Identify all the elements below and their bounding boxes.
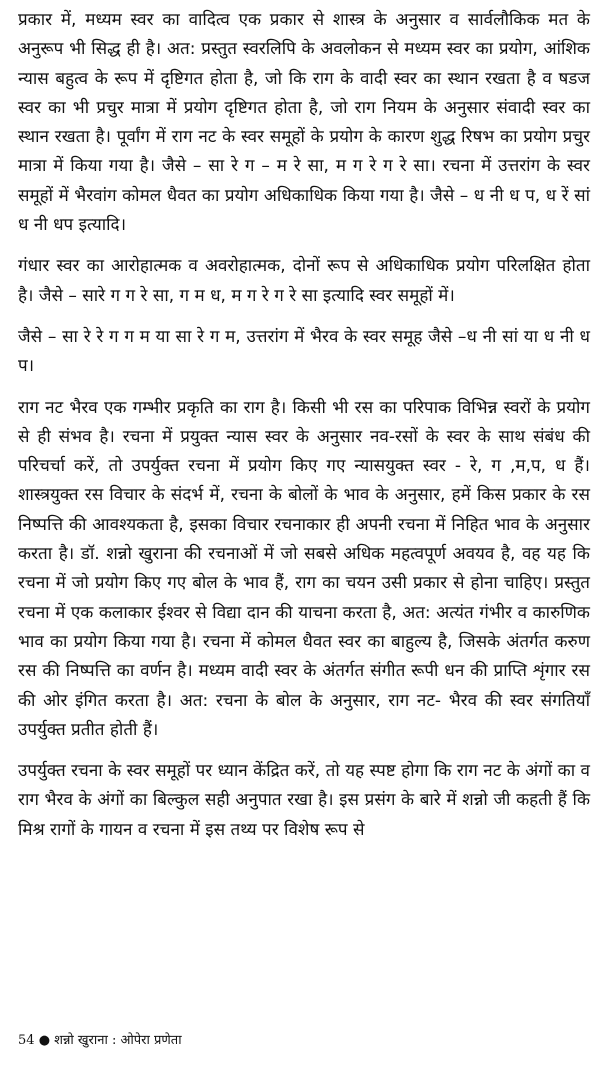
footer-separator: :: [111, 1033, 117, 1048]
paragraph-gap: [18, 240, 590, 252]
footer-author: शन्नो खुराना: [54, 1033, 108, 1048]
paragraph-gap: [18, 745, 590, 757]
page-number: 54: [18, 1033, 35, 1048]
paragraph-gap: [18, 311, 590, 323]
paragraph-1: प्रकार में, मध्यम स्वर का वादित्व एक प्रकार से शास्त्र के अनुसार व सार्वलौकिक मत के अनुरूप भी सिद्ध ही है। अत: प्रस्तुत स्वरलिपि के अवलोकन से मध्यम स्वर का प्रयोग, आंशिक न्यास बहुत्व के रूप में दृष्टिगत होता है, जो कि राग के वादी स्वर का स्थान रखता है व षडज स्वर का भी प्रचुर मात्रा में प्रयोग दृष्टिगत होता है, जो राग नियम के अनुसार संवादी स्वर का स्थान रखता है। पूर्वांग में राग नट के स्वर समूहों के प्रयोग के कारण शुद्ध रिषभ का प्रयोग प्रचुर मात्रा में किया गया है। जैसे – सा रे ग – म रे सा, म ग रे ग रे सा। रचना में उत्तरांग के स्वर समूहों में भैरवांग कोमल धैवत का प्रयोग अधिकाधिक किया गया है। जैसे – ध नी ध प, ध रें सां ध नी धप इत्यादि।: [18, 10, 590, 236]
bullet-icon: ●: [38, 1033, 51, 1048]
paragraph-2: गंधार स्वर का आरोहात्मक व अवरोहात्मक, दोनों रूप से अधिकाधिक प्रयोग परिलक्षित होता है। जैसे – सारे ग ग रे सा, ग म ध, म ग रे ग रे सा इत्यादि स्वर समूहों में।: [18, 256, 590, 306]
paragraph-3: जैसे – सा रे रे ग ग म या सा रे ग म, उत्तरांग में भैरव के स्वर समूह जैसे –ध नी सां या ध नी ध प।: [18, 326, 590, 377]
paragraph-4: राग नट भैरव एक गम्भीर प्रकृति का राग है। किसी भी रस का परिपाक विभिन्न स्वरों के प्रयोग से ही संभव है। रचना में प्रयुक्त न्यास स्वर के अनुसार नव-रसों के स्वर के साथ संबंध की परिचर्चा करें, तो उपर्युक्त रचना में प्रयोग किए गए न्यासयुक्त स्वर - रे, ग ,म,प, ध हैं। शास्त्रयुक्त रस विचार के संदर्भ में, रचना के बोलों के भाव के अनुसार, हमें किस प्रकार के रस निष्पत्ति की आवश्यकता है, इसका विचार रचनाकार ही अपनी रचना में निहित भाव के अनुसार करता है। डॉ. शन्नो खुराना की रचनाओं में जो सबसे अधिक महत्वपूर्ण अवयव है, वह यह कि रचना में जो प्रयोग किए गए बोल के भाव हैं, राग का चयन उसी प्रकार से होना चाहिए। प्रस्तुत रचना में एक कलाकार ईश्वर से विद्या दान की याचना करता है, अत: अत्यंत गंभीर व कारुणिक भाव का प्रयोग किया गया है। रचना में कोमल धैवत स्वर का बाहुल्य है, जिसके अंतर्गत करुण रस की निष्पत्ति का वर्णन है। मध्यम वादी स्वर के अंतर्गत संगीत रूपी धन की प्राप्ति शृंगार रस की ओर इंगित करता है। अत: रचना के बोल के अनुसार, राग नट- भैरव की स्वर संगतियाँ उपर्युक्त प्रतीत होती हैं।: [18, 397, 590, 740]
footer-book-title: ओपेरा प्रणेता: [120, 1033, 182, 1048]
page-footer: [18, 1030, 182, 1048]
paragraph-gap: [18, 382, 590, 394]
paragraph-5: उपर्युक्त रचना के स्वर समूहों पर ध्यान केंद्रित करें, तो यह स्पष्ट होगा कि राग नट के अंगों का व राग भैरव के अंगों का बिल्कुल सही अनुपात रखा है। इस प्रसंग के बारे में शन्नो जी कहती हैं कि मिश्र रागों के गायन व रचना में इस तथ्य पर विशेष रूप से: [18, 761, 590, 840]
